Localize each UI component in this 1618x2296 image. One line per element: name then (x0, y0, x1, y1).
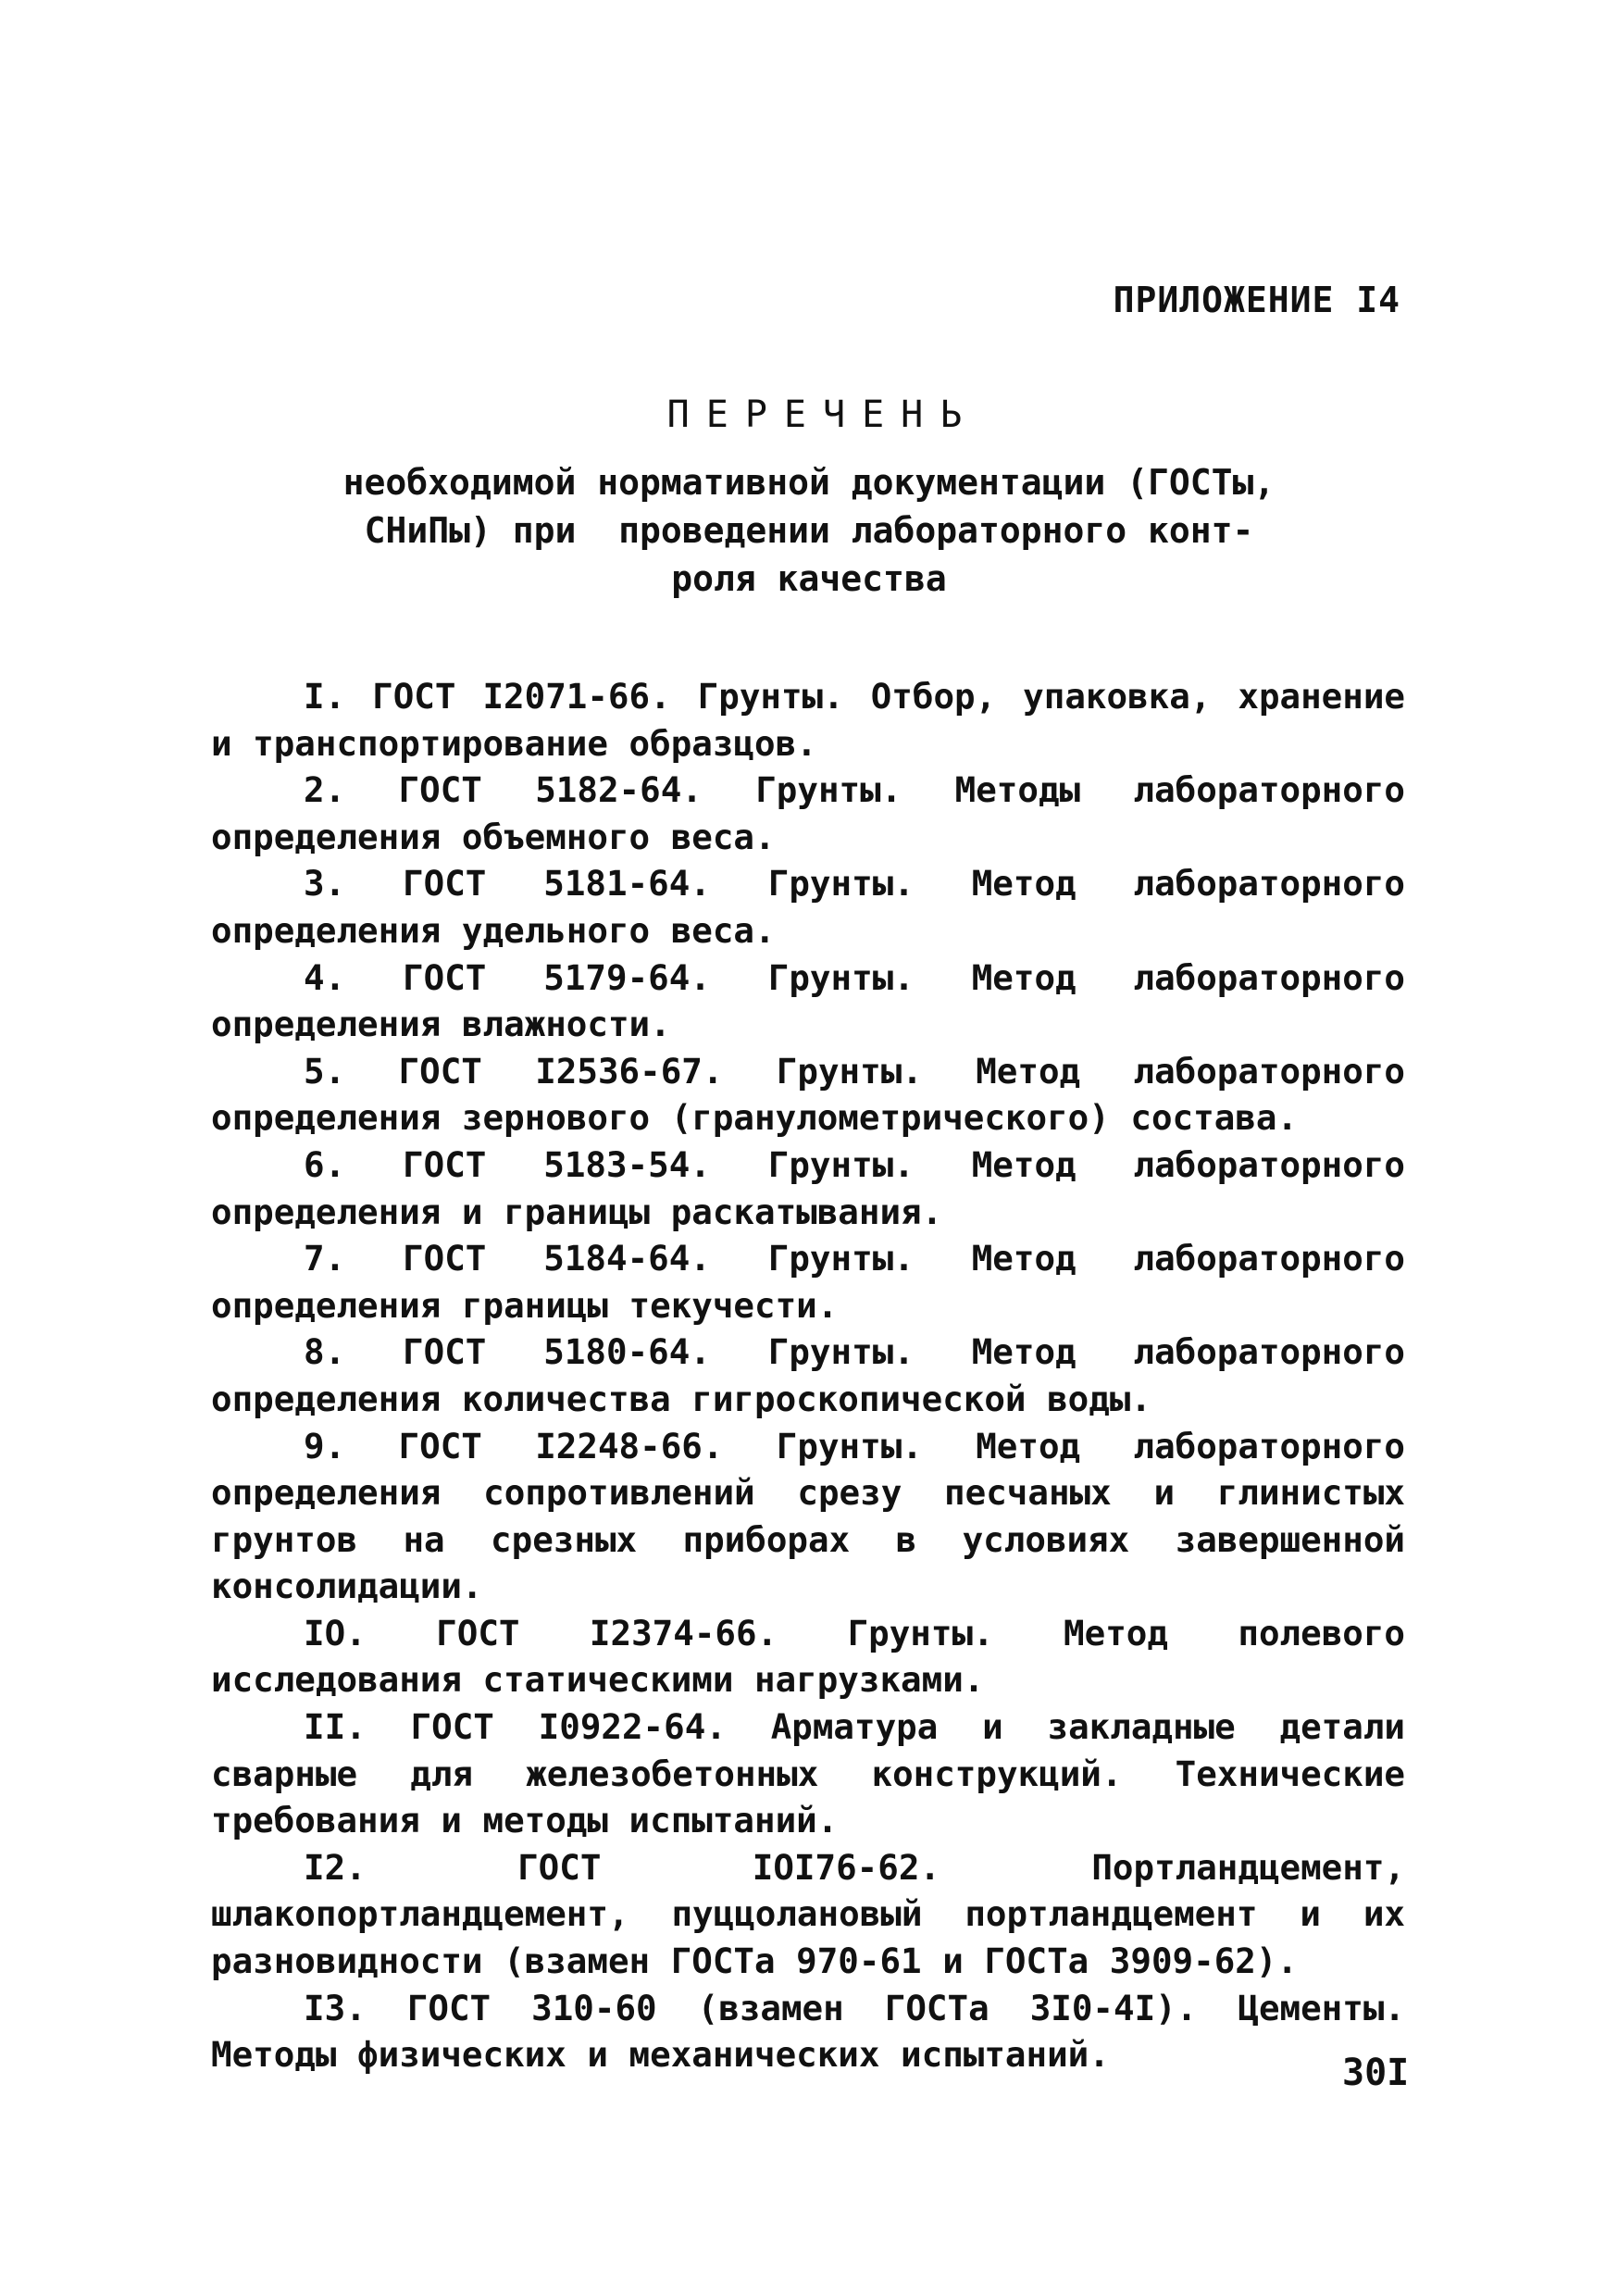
standards-list (211, 673, 1405, 2078)
list-item: 5. ГОСТ I2536-67. Грунты. Метод лабораторного определения зернового (гранулометрического) состава. (211, 1050, 1405, 1139)
document-title: ПЕРЕЧЕНЬ (666, 393, 979, 436)
list-item: I. ГОСТ I2071-66. Грунты. Отбор, упаковка, хранение и транспортирование образцов. (211, 676, 1405, 764)
list-item: I2. ГОСТ IOI76-62. Портландцемент, шлакопортландцемент, пуццолановый портландцемент и их разновидности (взамен ГОСТа 970-61 и ГОСТа 3909-62). (211, 1846, 1405, 1982)
list-item: 4. ГОСТ 5179-64. Грунты. Метод лабораторного определения влажности. (211, 956, 1405, 1045)
list-item: 7. ГОСТ 5184-64. Грунты. Метод лабораторного определения границы текучести. (211, 1238, 1405, 1326)
subtitle-line: СНиПы) при проведении лабораторного конт- (364, 510, 1254, 551)
list-item: 3. ГОСТ 5181-64. Грунты. Метод лабораторного определения удельного веса. (211, 863, 1405, 951)
list-item: 8. ГОСТ 5180-64. Грунты. Метод лабораторного определения количества гигроскопической воды. (211, 1331, 1405, 1419)
list-item: I3. ГОСТ 310-60 (взамен ГОСТа 3I0-4I). Цементы. Методы физических и механических испытаний. (211, 1987, 1405, 2076)
list-item: 9. ГОСТ I2248-66. Грунты. Метод лабораторного определения сопротивлений срезу песчаных и глинистых грунтов на срезных приборах в условиях завершенной консолидации. (211, 1425, 1405, 1607)
list-item: IO. ГОСТ I2374-66. Грунты. Метод полевого исследования статическими нагрузками. (211, 1612, 1405, 1701)
subtitle-line: необходимой нормативной документации (ГОСТы, (342, 462, 1276, 503)
list-item: II. ГОСТ I0922-64. Арматура и закладные детали сварные для железобетонных конструкций. Технические требования и методы испытаний. (211, 1706, 1405, 1841)
appendix-label: ПРИЛОЖЕНИЕ I4 (1113, 280, 1400, 320)
page-number: 30I (1342, 2052, 1410, 2094)
list-item: 2. ГОСТ 5182-64. Грунты. Методы лабораторного определения объемного веса. (211, 769, 1405, 857)
list-item: 6. ГОСТ 5183-54. Грунты. Метод лабораторного определения и границы раскатывания. (211, 1143, 1405, 1232)
subtitle-line: роля качества (671, 558, 947, 599)
document-subtitle (0, 458, 1618, 603)
